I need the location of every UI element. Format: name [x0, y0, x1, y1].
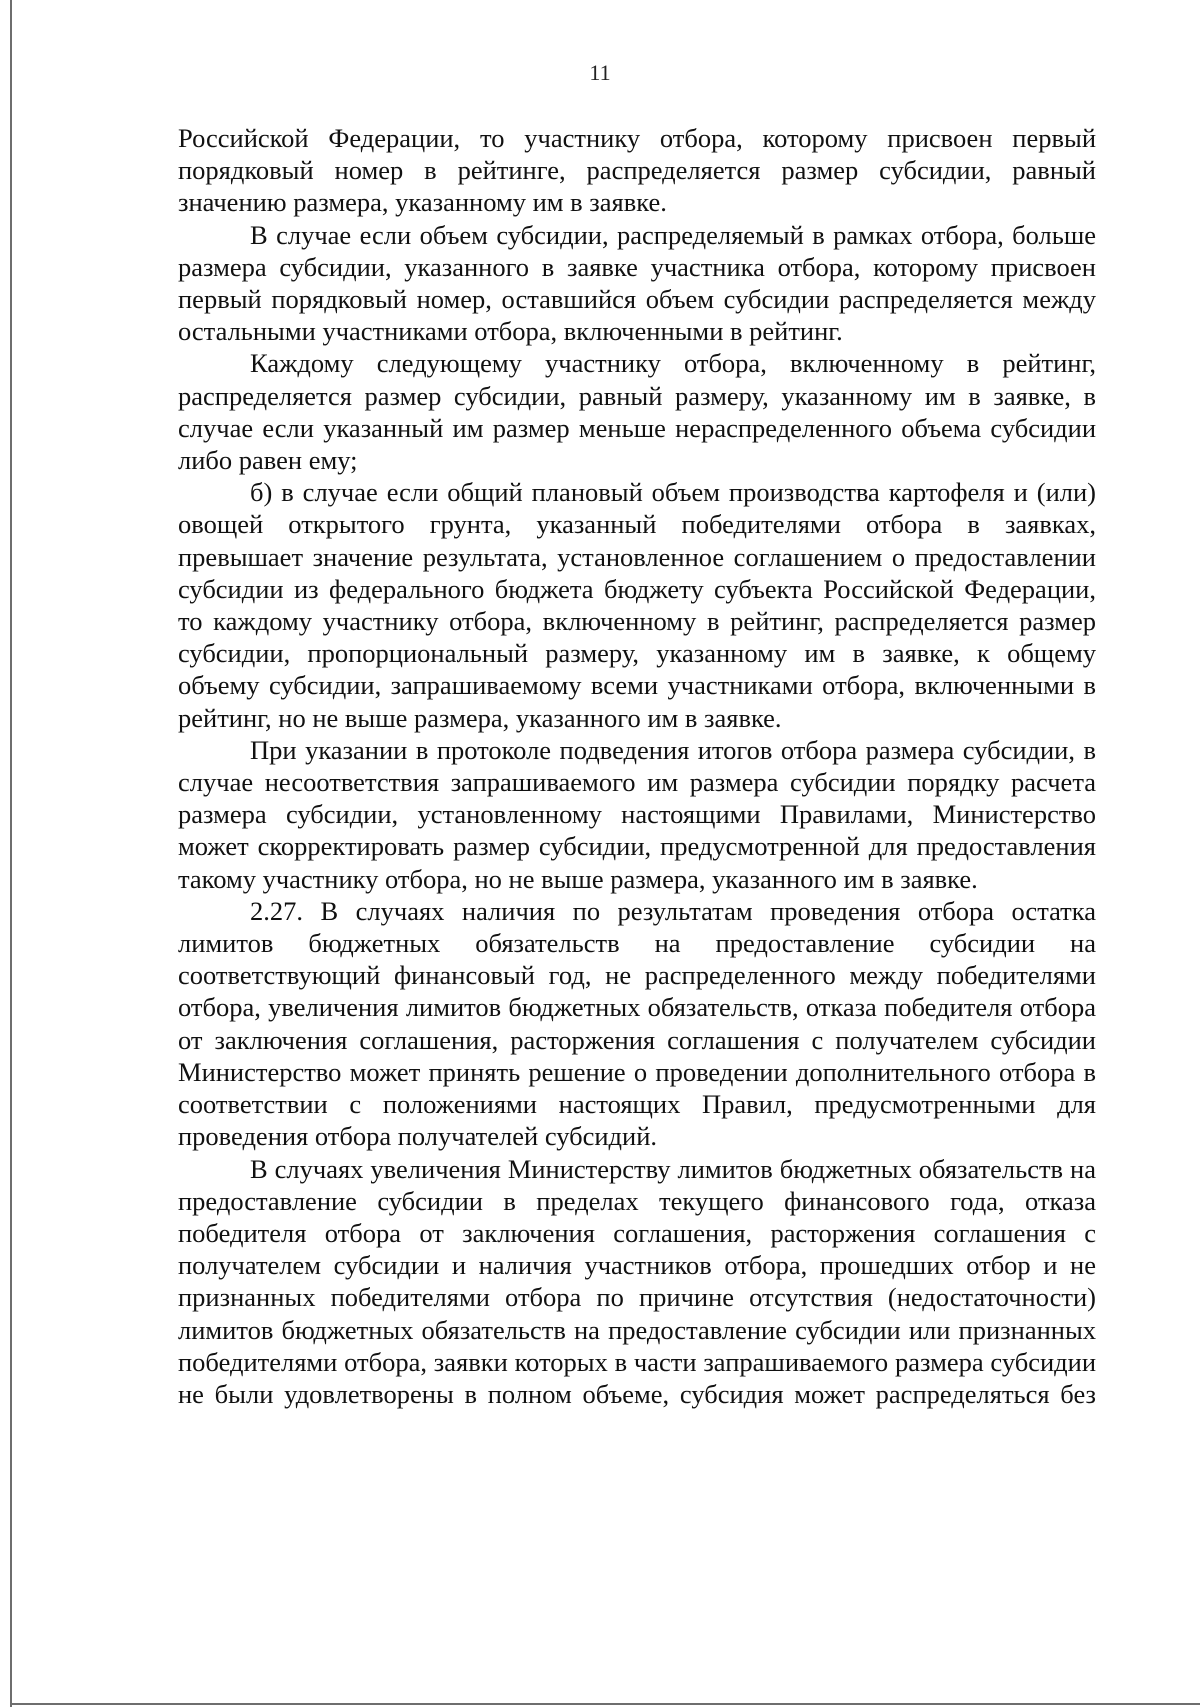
page-number: 11: [589, 60, 611, 85]
scan-edge-left: [10, 0, 12, 1707]
body-text: [178, 122, 1096, 1410]
paragraph: В случаях увеличения Министерству лимитов бюджетных обязательств на предоставление субсидии в пределах текущего финансового года, отказа победителя отбора от заключения соглашения, расторжения соглашения с получателем субсидии и наличия участников отбора, прошедших отбор и не признанных победителями отбора по причине отсутствия (недостаточности) лимитов бюджетных обязательств на предоставление субсидии или признанных победителями отбора, заявки которых в части запрашиваемого размера субсидии не были удовлетворены в полном объеме, субсидия может распределяться без: [178, 1153, 1096, 1409]
paragraph: б) в случае если общий плановый объем производства картофеля и (или) овощей открытого грунта, указанный победителями отбора в заявках, превышает значение результата, установленное соглашением о предоставлении субсидии из федерального бюджета бюджету субъекта Российской Федерации, то каждому участнику отбора, включенному в рейтинг, распределяется размер субсидии, пропорциональный размеру, указанному им в заявке, к общему объему субсидии, запрашиваемому всеми участниками отбора, включенными в рейтинг, но не выше размера, указанного им в заявке.: [178, 477, 1096, 733]
paragraph: 2.27. В случаях наличия по результатам проведения отбора остатка лимитов бюджетных обязательств на предоставление субсидии на соответствующий финансовый год, не распределенного между победителями отбора, увеличения лимитов бюджетных обязательств, отказа победителя отбора от заключения соглашения, расторжения соглашения с получателем субсидии Министерство может принять решение о проведении дополнительного отбора в соответствии с положениями настоящих Правил, предусмотренными для проведения отбора получателей субсидий.: [178, 895, 1096, 1152]
paragraph: При указании в протоколе подведения итогов отбора размера субсидии, в случае несоответствия запрашиваемого им размера субсидии порядку расчета размера субсидии, установленному настоящими Правилами, Министерство может скорректировать размер субсидии, предусмотренной для предоставления такому участнику отбора, но не выше размера, указанного им в заявке.: [178, 734, 1096, 894]
paragraph: Российской Федерации, то участнику отбора, которому присвоен первый порядковый номер в рейтинге, распределяется размер субсидии, равный значению размера, указанному им в заявке.: [178, 123, 1096, 218]
scan-edge-bottom: [10, 1703, 1200, 1705]
paragraph: Каждому следующему участнику отбора, включенному в рейтинг, распределяется размер субсидии, равный размеру, указанному им в заявке, в случае если указанный им размер меньше нераспределенного объема субсидии либо равен ему;: [178, 348, 1096, 476]
paragraph: В случае если объем субсидии, распределяемый в рамках отбора, больше размера субсидии, указанного в заявке участника отбора, которому присвоен первый порядковый номер, оставшийся объем субсидии распределяется между остальными участниками отбора, включенными в рейтинг.: [178, 219, 1096, 347]
